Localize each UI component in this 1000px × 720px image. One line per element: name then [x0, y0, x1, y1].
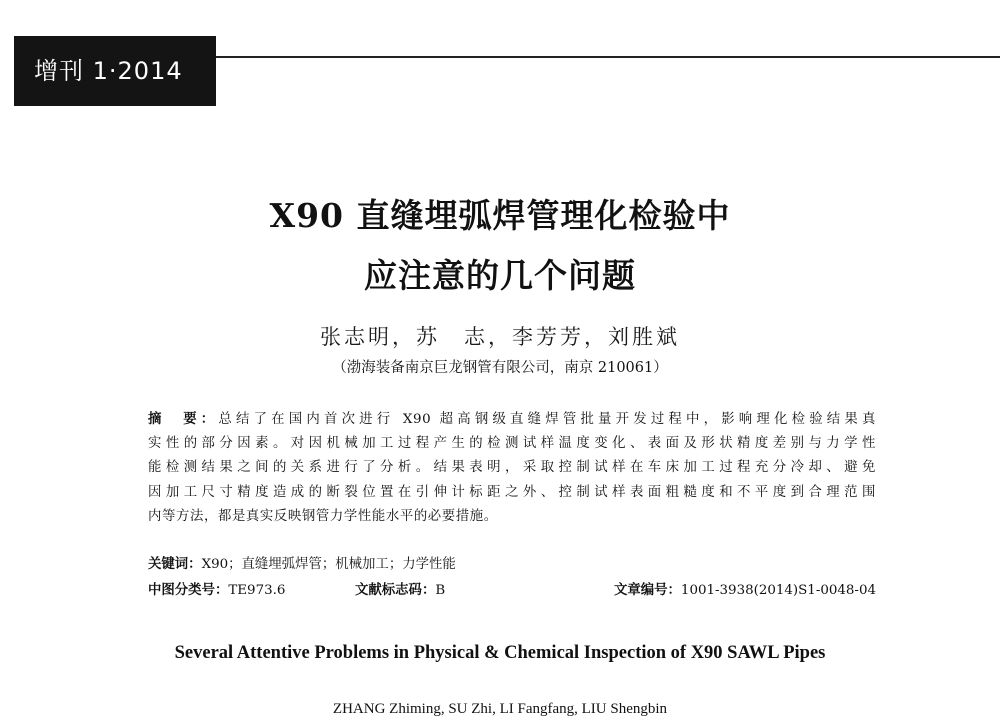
abstract-line	[148, 408, 876, 432]
title-line-1: X90 直缝埋弧焊管理化检验中	[269, 196, 731, 235]
abstract-label: 摘 要：	[148, 412, 219, 427]
english-title: Several Attentive Problems in Physical & Chemical Inspection of X90 SAWL Pipes	[174, 643, 826, 663]
title-line-2: 应注意的几个问题	[364, 256, 636, 295]
clc-number	[148, 583, 285, 598]
abstract-line: 实性的部分因素。对因机械加工过程产生的检测试样温度变化、表面及形状精度差别与力学性	[148, 436, 876, 452]
article-label: 文章编号：	[613, 583, 681, 598]
document-code	[355, 580, 445, 602]
abstract-line: 能检测结果之间的关系进行了分析。结果表明，采取控制试样在车床加工过程充分冷却、避免	[148, 460, 876, 476]
abstract-text: 总结了在国内首次进行 X90 超高钢级直缝焊管批量开发过程中，影响理化检验结果真	[218, 412, 876, 427]
keywords-label: 关键词：	[148, 557, 202, 572]
issue-label: 增刊 1·2014 年	[34, 57, 183, 155]
english-authors: ZHANG Zhiming, SU Zhi, LI Fangfang, LIU Shengbin	[332, 701, 668, 717]
abstract-line: 内等方法，都是真实反映钢管力学性能水平的必要措施。	[148, 508, 498, 524]
article-number	[614, 580, 876, 602]
keywords	[148, 554, 456, 576]
authors: 张志明，苏 志，李芳芳，刘胜斌	[320, 325, 680, 349]
classification-line	[148, 580, 876, 602]
clc-label: 中图分类号：	[148, 583, 229, 598]
doc-value: B	[435, 583, 446, 598]
header-rule	[216, 56, 1000, 58]
doc-label: 文献标志码：	[355, 583, 436, 598]
affiliation: （渤海装备南京巨龙钢管有限公司，南京 210061）	[332, 360, 668, 376]
keywords-text: X90；直缝埋弧焊管；机械加工；力学性能	[201, 557, 456, 572]
issue-tab	[14, 36, 216, 155]
clc-value: TE973.6	[228, 583, 286, 598]
abstract	[148, 408, 876, 529]
article-value: 1001-3938(2014)S1-0048-04	[680, 583, 876, 598]
abstract-line: 因加工尺寸精度造成的断裂位置在引伸计标距之外、控制试样表面粗糙度和不平度到合理范围	[148, 484, 876, 500]
